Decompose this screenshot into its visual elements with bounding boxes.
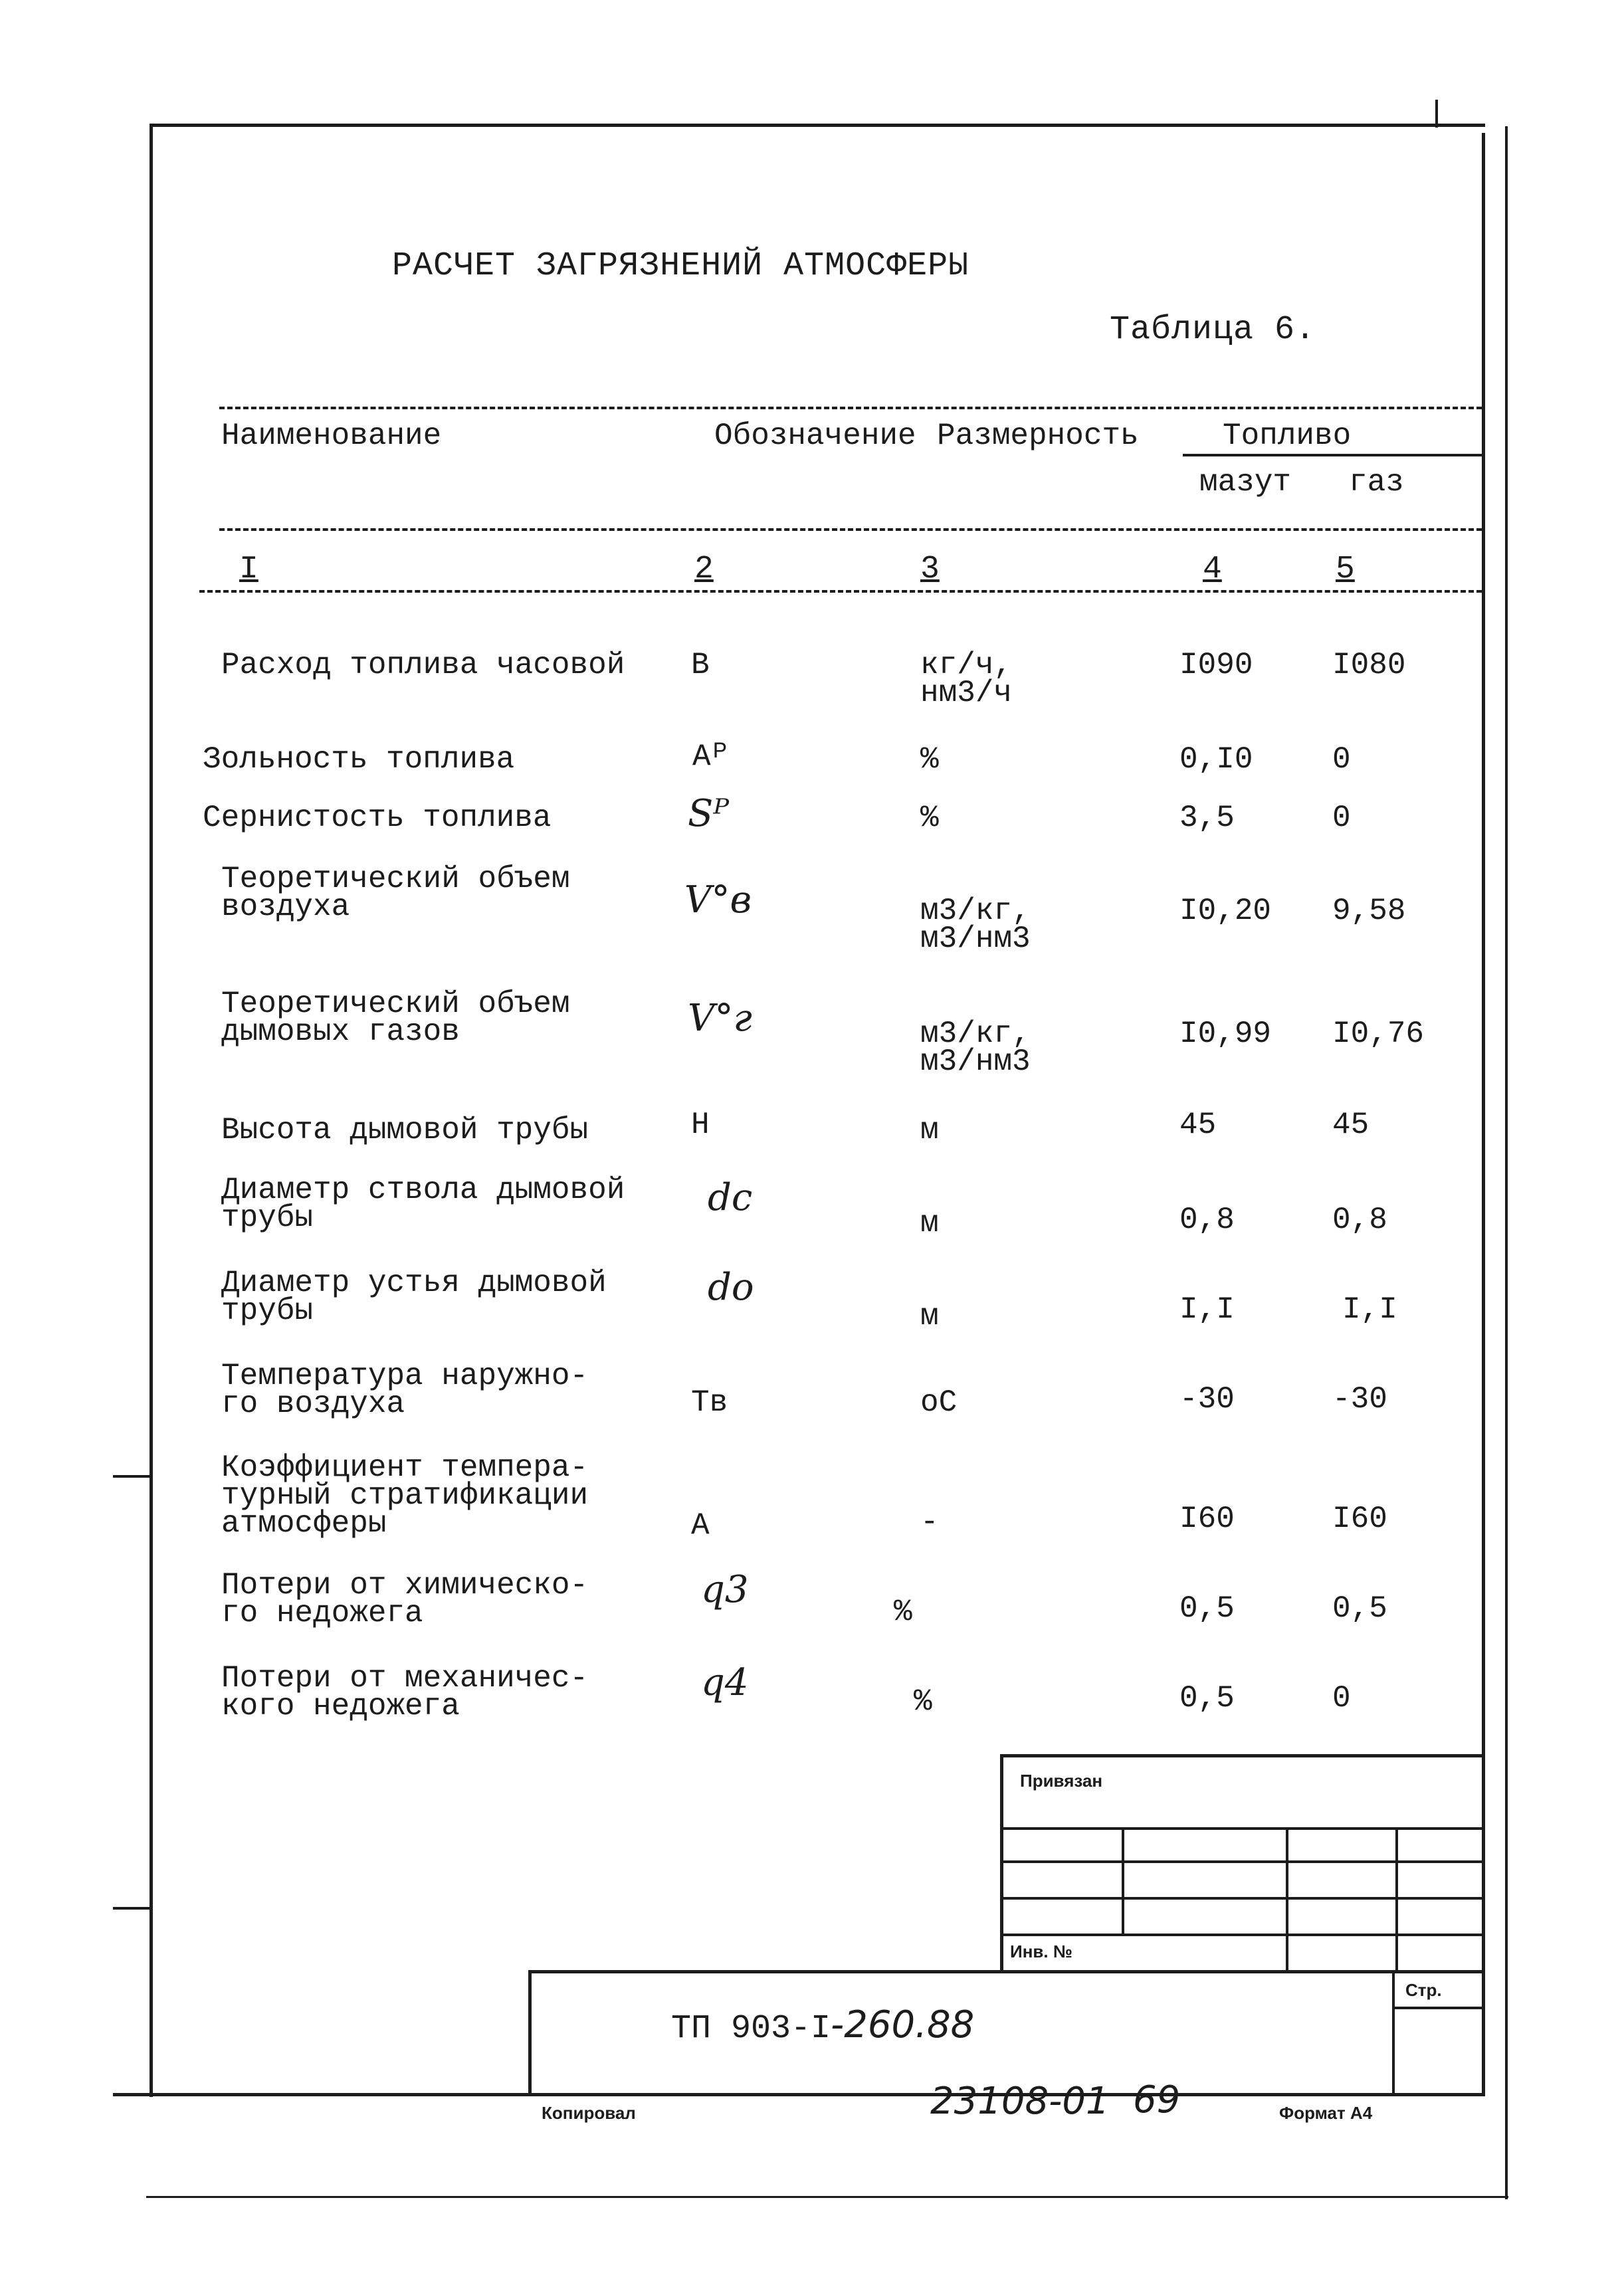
stamp-page-row bbox=[1392, 2007, 1482, 2009]
row-name: Коэффициент темпера- турный стратификации атмосферы bbox=[221, 1450, 589, 1541]
row-gas-value: 0,5 bbox=[1332, 1591, 1387, 1626]
row-gas-value: I,I bbox=[1342, 1292, 1397, 1327]
col-header-dimension: Размерность bbox=[937, 419, 1139, 453]
row-gas-value: 0,8 bbox=[1332, 1203, 1387, 1237]
stamp-left bbox=[1000, 1754, 1003, 1973]
footer-format-label: Формат А4 bbox=[1279, 2103, 1373, 2123]
row-designation: dс bbox=[708, 1176, 753, 1219]
row-fuel-oil-value: 0,8 bbox=[1179, 1203, 1235, 1237]
stamp-row-2 bbox=[1000, 1860, 1482, 1863]
stamp-col-1 bbox=[1122, 1827, 1124, 1934]
row-designation: V°г bbox=[688, 997, 752, 1040]
frame-top bbox=[150, 124, 1485, 127]
row-dimension: % bbox=[894, 1595, 912, 1629]
footer-sheet-number: 23108-01 bbox=[930, 2080, 1110, 2123]
stamp-doc-code-hand: -260.88 bbox=[831, 2003, 975, 2046]
margin-tick-1 bbox=[113, 1475, 150, 1478]
row-fuel-oil-value: 0,I0 bbox=[1179, 742, 1253, 777]
col-header-gas: газ bbox=[1349, 465, 1404, 500]
footer-page-number: 69 bbox=[1133, 2078, 1181, 2122]
frame-right-outer bbox=[1505, 126, 1508, 2199]
row-gas-value: I60 bbox=[1332, 1502, 1387, 1536]
row-gas-value: I080 bbox=[1332, 648, 1406, 682]
row-name: Теоретический объем дымовых газов bbox=[221, 987, 570, 1049]
row-name: Потери от механичес- кого недожега bbox=[221, 1661, 589, 1724]
row-dimension: м bbox=[920, 1113, 939, 1147]
corner-mark bbox=[1435, 100, 1438, 128]
page-title: РАСЧЕТ ЗАГРЯЗНЕНИЙ АТМОСФЕРЫ bbox=[392, 247, 969, 285]
stamp-linked-label: Привязан bbox=[1020, 1771, 1103, 1791]
footer-copied-label: Копировал bbox=[542, 2103, 636, 2123]
row-gas-value: I0,76 bbox=[1332, 1017, 1425, 1051]
stamp-inv-label: Инв. № bbox=[1010, 1941, 1072, 1961]
table-label: Таблица 6. bbox=[1110, 311, 1316, 349]
frame-bottom bbox=[113, 2093, 1485, 2096]
row-name: Расход топлива часовой bbox=[221, 648, 625, 682]
stamp-col-3 bbox=[1395, 1827, 1398, 1973]
frame-right bbox=[1482, 133, 1485, 2093]
frame-left bbox=[150, 124, 153, 2097]
row-fuel-oil-value: 0,5 bbox=[1179, 1591, 1235, 1626]
row-dimension: % bbox=[914, 1684, 932, 1719]
row-gas-value: 45 bbox=[1332, 1108, 1370, 1142]
row-fuel-oil-value: I60 bbox=[1179, 1502, 1235, 1536]
col-header-designation: Обозначение bbox=[714, 419, 916, 453]
row-designation: B bbox=[691, 648, 710, 682]
col-number-2: 2 bbox=[694, 551, 714, 587]
stamp-main-top bbox=[528, 1970, 1482, 1973]
col-number-5: 5 bbox=[1336, 551, 1355, 587]
row-fuel-oil-value: 0,5 bbox=[1179, 1681, 1235, 1716]
row-designation: Sᴾ bbox=[688, 792, 730, 835]
stamp-doc-code bbox=[671, 2003, 974, 2048]
row-name: Теоретический объем воздуха bbox=[221, 862, 570, 924]
row-fuel-oil-value: 45 bbox=[1179, 1108, 1217, 1142]
row-name: Сернистость топлива bbox=[203, 801, 552, 835]
row-gas-value: -30 bbox=[1332, 1382, 1387, 1417]
stamp-row-3 bbox=[1000, 1897, 1482, 1900]
row-designation: A bbox=[691, 1508, 710, 1543]
row-fuel-oil-value: I0,20 bbox=[1179, 894, 1272, 928]
header-top-rule bbox=[219, 407, 1482, 409]
page-edge-bottom bbox=[146, 2196, 1508, 2198]
row-designation: q4 bbox=[701, 1661, 749, 1704]
row-dimension: - bbox=[920, 1505, 939, 1540]
col-number-3: 3 bbox=[920, 551, 940, 587]
row-dimension: м3/кг, м3/нм3 bbox=[920, 894, 1031, 956]
row-dimension: кг/ч, нм3/ч bbox=[920, 648, 1013, 710]
row-name: Диаметр ствола дымовой трубы bbox=[221, 1173, 625, 1235]
row-dimension: м3/кг, м3/нм3 bbox=[920, 1017, 1031, 1079]
row-name: Диаметр устья дымовой трубы bbox=[221, 1266, 607, 1328]
stamp-doc-code-printed: ТП 903-I bbox=[671, 2010, 831, 2048]
row-fuel-oil-value: I0,99 bbox=[1179, 1017, 1272, 1051]
col-header-fuel: Топливо bbox=[1223, 419, 1352, 453]
stamp-row-4 bbox=[1000, 1934, 1482, 1936]
fuel-underline bbox=[1183, 454, 1482, 456]
stamp-page-col bbox=[1392, 1970, 1395, 2096]
stamp-page-label: Стр. bbox=[1405, 1980, 1442, 2000]
row-name: Высота дымовой трубы bbox=[221, 1113, 589, 1147]
row-name: Потери от химическо- го недожега bbox=[221, 1568, 589, 1631]
row-dimension: % bbox=[920, 742, 939, 777]
stamp-col-2 bbox=[1286, 1827, 1288, 1973]
row-gas-value: 0 bbox=[1332, 801, 1351, 835]
row-designation: V°в bbox=[684, 878, 752, 922]
col-number-1: I bbox=[239, 551, 258, 587]
row-designation: Тв bbox=[691, 1385, 728, 1420]
header-bottom-rule bbox=[199, 590, 1482, 593]
col-header-name: Наименование bbox=[221, 419, 442, 453]
row-name: Температура наружно- го воздуха bbox=[221, 1359, 589, 1421]
row-fuel-oil-value: I090 bbox=[1179, 648, 1253, 682]
margin-tick-2 bbox=[113, 1907, 150, 1910]
row-gas-value: 9,58 bbox=[1332, 894, 1406, 928]
col-number-4: 4 bbox=[1203, 551, 1222, 587]
col-header-fuel-oil: мазут bbox=[1199, 465, 1292, 500]
row-fuel-oil-value: -30 bbox=[1179, 1382, 1235, 1417]
header-mid-rule bbox=[219, 528, 1482, 531]
row-designation: q3 bbox=[701, 1568, 749, 1611]
row-gas-value: 0 bbox=[1332, 742, 1351, 777]
stamp-row-1 bbox=[1000, 1827, 1482, 1830]
row-dimension: м bbox=[920, 1206, 939, 1241]
row-name: Зольность топлива bbox=[203, 742, 515, 777]
row-designation: H bbox=[691, 1108, 710, 1142]
row-fuel-oil-value: I,I bbox=[1179, 1292, 1235, 1327]
row-dimension: оС bbox=[920, 1385, 958, 1420]
row-dimension: % bbox=[920, 801, 939, 835]
stamp-main-left bbox=[528, 1970, 532, 2096]
row-dimension: м bbox=[920, 1299, 939, 1334]
row-designation: Aᴾ bbox=[692, 740, 730, 774]
row-fuel-oil-value: 3,5 bbox=[1179, 801, 1235, 835]
row-designation: dо bbox=[708, 1266, 754, 1309]
row-gas-value: 0 bbox=[1332, 1681, 1351, 1716]
stamp-top bbox=[1000, 1754, 1482, 1757]
